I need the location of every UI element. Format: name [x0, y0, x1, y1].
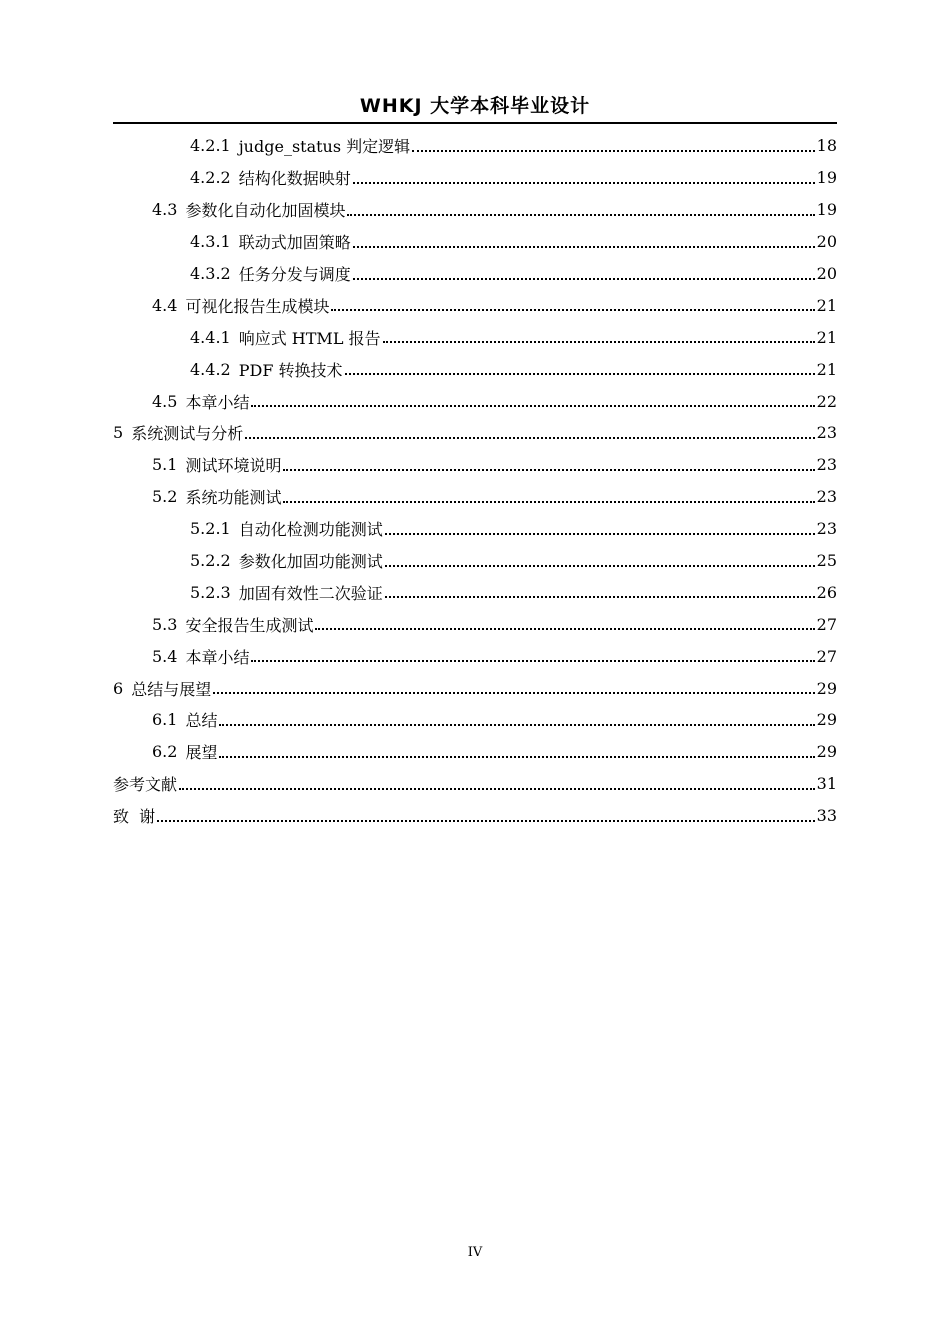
toc-entry-title: 总结与展望	[131, 679, 212, 699]
toc-entry-title: 本章小结	[185, 392, 250, 412]
toc-leader-dots	[412, 134, 814, 152]
toc-entry[interactable]	[113, 672, 837, 704]
toc-entry[interactable]	[113, 481, 837, 513]
toc-entry-number: 5.3	[152, 614, 178, 634]
toc-leader-dots	[283, 485, 814, 503]
toc-entry[interactable]	[113, 162, 837, 194]
toc-leader-dots	[353, 166, 815, 184]
toc-leader-dots	[179, 772, 815, 790]
toc-entry[interactable]	[113, 768, 837, 800]
toc-entry[interactable]	[113, 258, 837, 290]
toc-entry-title: 本章小结	[185, 647, 250, 667]
toc-entry-page: 19	[816, 168, 837, 188]
toc-entry-title: 系统功能测试	[185, 488, 282, 508]
page-header	[113, 92, 837, 124]
toc-entry-page: 26	[816, 582, 837, 602]
toc-entry-title: 致 谢	[113, 807, 156, 827]
toc-leader-dots	[251, 389, 814, 407]
toc-entry-page: 23	[816, 455, 837, 475]
toc-leader-dots	[245, 421, 814, 439]
toc-entry-page: 22	[816, 391, 837, 411]
toc-entry[interactable]	[113, 704, 837, 736]
toc-entry-page: 23	[816, 519, 837, 539]
toc-entry[interactable]	[113, 289, 837, 321]
toc-entry[interactable]	[113, 640, 837, 672]
toc-entry-page: 33	[816, 806, 837, 826]
toc-entry-number: 4.4.1	[190, 327, 231, 347]
toc-entry-title: 总结	[185, 711, 218, 731]
toc-entry-number: 4.4	[152, 295, 178, 315]
toc-entry[interactable]	[113, 449, 837, 481]
toc-entry-title: 联动式加固策略	[238, 233, 351, 253]
toc-entry-title: 可视化报告生成模块	[185, 296, 330, 316]
toc-entry[interactable]	[113, 608, 837, 640]
toc-leader-dots	[315, 612, 814, 630]
toc-entry-page: 25	[816, 551, 837, 571]
toc-leader-dots	[353, 262, 815, 280]
toc-entry-number: 4.3.1	[190, 232, 231, 252]
header-title: WHKJ 大学本科毕业设计	[359, 95, 591, 117]
toc-entry-number: 6.1	[152, 710, 178, 730]
toc-leader-dots	[353, 230, 815, 248]
toc-leader-dots	[385, 580, 815, 598]
toc-entry[interactable]	[113, 513, 837, 545]
toc-entry-number: 5.2	[152, 487, 178, 507]
toc-entry-title: 响应式 HTML 报告	[238, 328, 381, 348]
toc-entry-number: 4.4.2	[190, 359, 231, 379]
toc-entry-title: 参数化自动化加固模块	[185, 201, 346, 221]
toc-entry-number: 4.3	[152, 200, 178, 220]
toc-leader-dots	[283, 453, 814, 471]
toc-entry-number: 5.4	[152, 646, 178, 666]
page-number: IV	[467, 1245, 483, 1260]
toc-entry-number: 5.2.1	[190, 519, 231, 539]
toc-entry-number: 6.2	[152, 742, 178, 762]
toc-entry-title: 测试环境说明	[185, 456, 282, 476]
toc-entry-title: PDF 转换技术	[238, 360, 343, 380]
toc-entry-number: 4.2.2	[190, 168, 231, 188]
toc-leader-dots	[157, 804, 814, 822]
toc-entry[interactable]	[113, 194, 837, 226]
toc-leader-dots	[385, 517, 815, 535]
table-of-contents	[113, 130, 837, 832]
toc-entry-number: 4.5	[152, 391, 178, 411]
toc-leader-dots	[385, 549, 815, 567]
toc-entry[interactable]	[113, 353, 837, 385]
toc-entry-title: 展望	[185, 743, 218, 763]
toc-entry-page: 20	[816, 264, 837, 283]
toc-leader-dots	[347, 198, 814, 216]
toc-entry-number: 4.2.1	[190, 136, 231, 156]
toc-leader-dots	[345, 357, 815, 375]
toc-entry-title: 加固有效性二次验证	[238, 583, 383, 603]
toc-entry-number: 5.2.2	[190, 551, 231, 571]
toc-entry-page: 23	[816, 487, 837, 507]
toc-leader-dots	[383, 325, 815, 343]
toc-entry-title: 结构化数据映射	[238, 169, 351, 189]
toc-entry-page: 29	[816, 742, 837, 762]
toc-leader-dots	[219, 740, 814, 758]
toc-leader-dots	[219, 708, 814, 726]
toc-entry-page: 31	[816, 774, 837, 794]
toc-entry-number: 5.2.3	[190, 582, 231, 602]
toc-entry-page: 21	[816, 295, 837, 315]
toc-entry[interactable]	[113, 736, 837, 768]
toc-entry-page: 19	[816, 200, 837, 220]
toc-entry-title: judge_status 判定逻辑	[238, 137, 411, 157]
toc-entry-number: 5	[113, 423, 124, 443]
toc-entry-number: 5.1	[152, 455, 178, 475]
toc-entry-title: 参数化加固功能测试	[238, 552, 383, 572]
toc-entry-title: 参考文献	[113, 775, 178, 795]
toc-entry-page: 27	[816, 646, 837, 666]
toc-entry[interactable]	[113, 321, 837, 353]
toc-entry-number: 4.3.2	[190, 264, 231, 283]
toc-leader-dots	[331, 293, 814, 311]
toc-entry-title: 任务分发与调度	[238, 265, 351, 284]
toc-entry-page: 29	[816, 710, 837, 730]
toc-entry[interactable]	[113, 800, 837, 832]
toc-entry-number: 6	[113, 678, 124, 698]
toc-entry-title: 系统测试与分析	[131, 424, 244, 444]
toc-entry[interactable]	[113, 576, 837, 608]
toc-entry[interactable]	[113, 130, 837, 162]
toc-entry[interactable]	[113, 385, 837, 417]
toc-entry[interactable]	[113, 226, 837, 258]
toc-leader-dots	[213, 676, 814, 694]
toc-entry-page: 18	[816, 136, 837, 156]
toc-entry-page: 29	[816, 678, 837, 698]
toc-entry-page: 23	[816, 423, 837, 443]
toc-leader-dots	[251, 644, 814, 662]
toc-entry-page: 21	[816, 327, 837, 347]
toc-entry-page: 27	[816, 614, 837, 634]
toc-entry-title: 安全报告生成测试	[185, 615, 314, 635]
toc-entry[interactable]	[113, 545, 837, 577]
toc-entry[interactable]	[113, 417, 837, 449]
toc-entry-page: 21	[816, 359, 837, 379]
toc-entry-title: 自动化检测功能测试	[238, 520, 383, 540]
toc-entry-page: 20	[816, 232, 837, 252]
